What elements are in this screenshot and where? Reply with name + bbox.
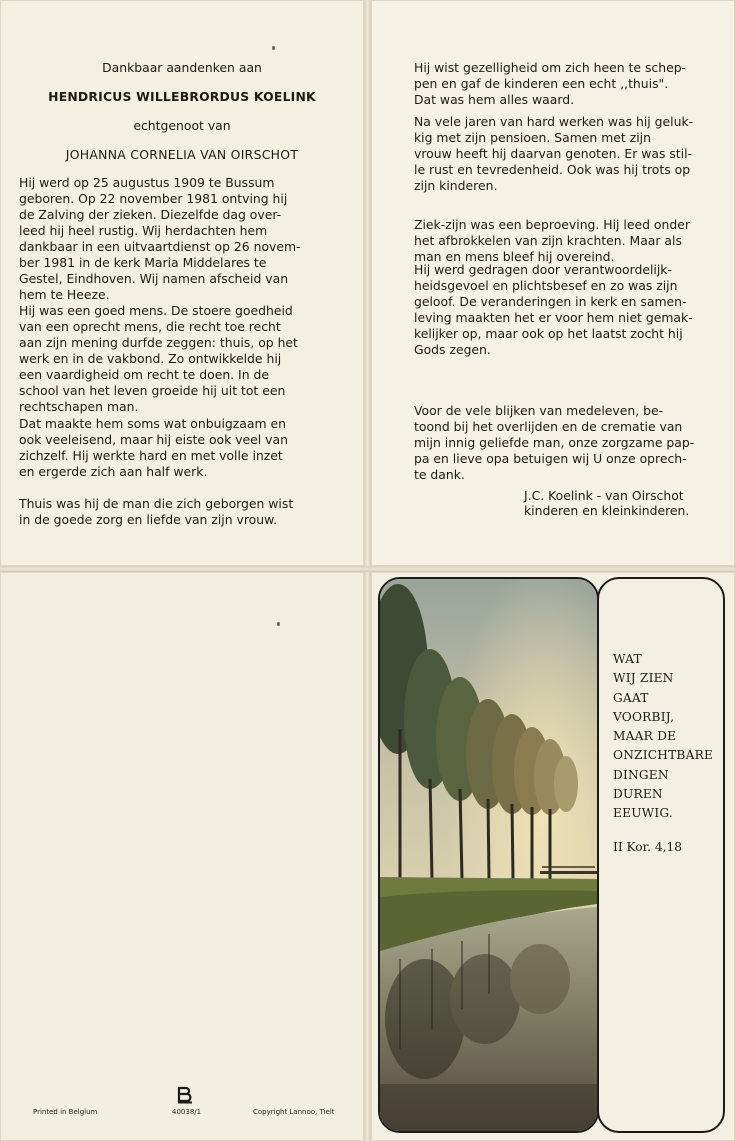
verse-reference: II Kor. 4,18 bbox=[613, 840, 682, 854]
spouse-intro: echtgenoot van bbox=[133, 118, 231, 133]
paragraph-biography: Hij werd op 25 augustus 1909 te Bussum geboren. Op 22 november 1981 ontving hij de Zalving der zieken. Diezelfde dag over- leed hij heel rustig. Wij herdachten hem dankbaar in een uitvaartdienst op 26 novem- ber 1981 in de kerk Maria Middelares te Gestel, Eindhoven. Wij namen afscheid van hem te Heeze. bbox=[19, 175, 301, 302]
spouse-name: JOHANNA CORNELIA VAN OIRSCHOT bbox=[65, 147, 299, 162]
back-page bbox=[0, 572, 364, 1141]
lannoo-logo-icon bbox=[176, 1086, 194, 1104]
copyright-note: Copyright Lannoo, Tielt bbox=[253, 1108, 335, 1116]
horizontal-fold bbox=[0, 566, 735, 572]
bible-verse: WAT WIJ ZIEN GAAT VOORBIJ, MAAR DE ONZICHTBARE DINGEN DUREN EEUWIG. bbox=[613, 652, 714, 821]
paragraph-pension: Na vele jaren van hard werken was hij geluk- kig met zijn pensioen. Samen met zijn vrouw heeft hij daarvan genoten. Er was stil- le rust en tevredenheid. Ook was hij trots op zijn kinderen. bbox=[414, 114, 694, 193]
signature-line-2: kinderen en kleinkinderen. bbox=[524, 503, 690, 518]
paragraph-work: Dat maakte hem soms wat onbuigzaam en ook veeleisend, maar hij eiste ook veel van zichzelf. Hij werkte hard en met volle inzet en ergerde zich aan half werk. bbox=[19, 416, 288, 479]
heading: Dankbaar aandenken aan bbox=[102, 60, 262, 75]
paragraph-illness: Ziek-zijn was een beproeving. Hij leed onder het afbrokkelen van zijn krachten. Maar als man en mens bleef hij overeind. bbox=[414, 217, 690, 264]
paragraph-home: Thuis was hij de man die zich geborgen wist in de goede zorg en liefde van zijn vrouw. bbox=[19, 496, 294, 527]
paper-speck bbox=[277, 622, 280, 626]
thanks-text: Voor de vele blijken van medeleven, be- toond bij het overlijden en de crematie van mijn innig geliefde man, onze zorgzame pap- pa en lieve opa betuigen wij U onze oprech- te dank. bbox=[414, 403, 695, 482]
paragraph-family: Hij wist gezelligheid om zich heen te schep- pen en gaf de kinderen een echt ,,thuis". Dat was hem alles waard. bbox=[414, 60, 687, 107]
signature-line-1: J.C. Koelink - van Oirschot bbox=[524, 488, 684, 503]
printed-note: Printed in Belgium bbox=[33, 1108, 98, 1116]
print-code: 40038/1 bbox=[172, 1108, 202, 1116]
deceased-name: HENDRICUS WILLEBRORDUS KOELINK bbox=[48, 89, 316, 104]
paper-speck bbox=[272, 46, 275, 50]
paragraph-faith: Hij werd gedragen door verantwoordelijk- heidsgevoel en plichtsbesef en zo was zijn geloof. De veranderingen in kerk en samen- leving maakten het er voor hem niet gemak- kelijker op, maar ook op het laatst zocht hij Gods zegen. bbox=[414, 262, 693, 357]
landscape-photo bbox=[378, 577, 599, 1133]
paragraph-character: Hij was een goed mens. De stoere goedheid van een oprecht mens, die recht toe recht aan zijn mening durfde zeggen: thuis, op het werk en in de vakbond. Zo ontwikkelde hij een vaardigheid om recht te doen. In de school van het leven groeide hij uit tot een rechtschapen man. bbox=[19, 303, 298, 414]
tree-lined-canal-image bbox=[380, 579, 597, 1131]
